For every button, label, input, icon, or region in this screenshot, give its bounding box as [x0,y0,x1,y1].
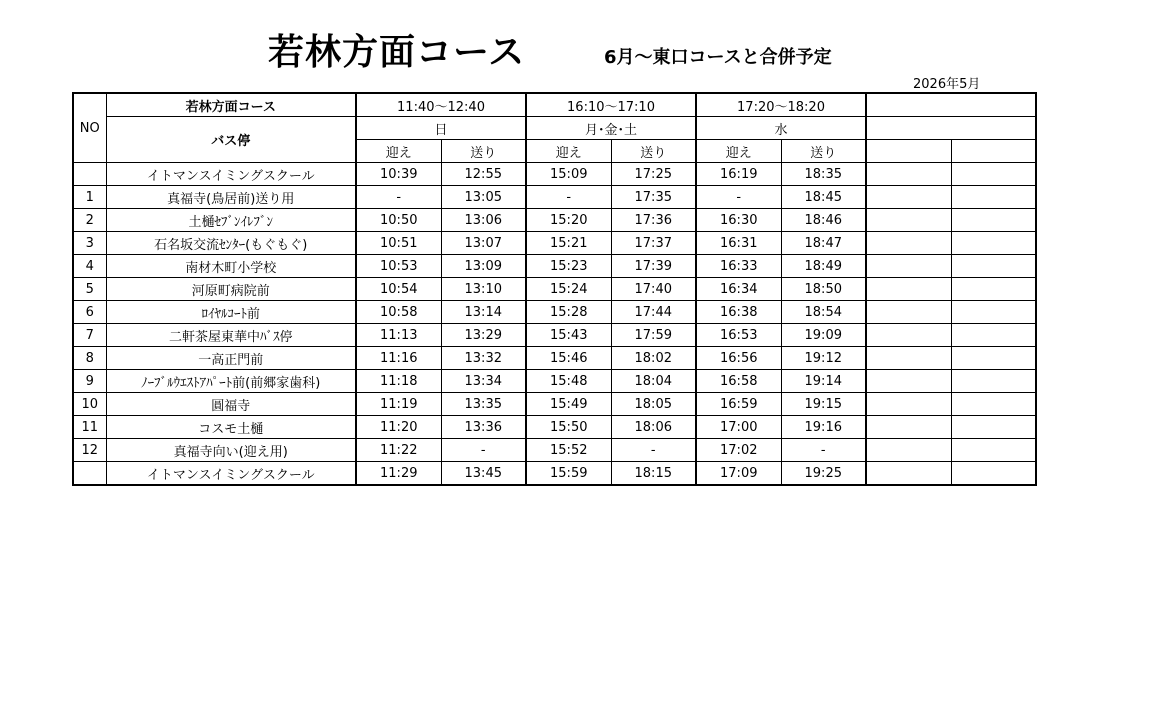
pickup-header: 迎え [356,140,441,163]
empty-cell [951,163,1036,186]
dropoff-time: 17:36 [611,209,696,232]
empty-cell [866,232,951,255]
empty-cell [866,324,951,347]
dropoff-time: 17:25 [611,163,696,186]
pickup-time: 11:19 [356,393,441,416]
pickup-time: 10:39 [356,163,441,186]
dropoff-time: 12:55 [441,163,526,186]
empty-cell [866,93,1036,117]
pickup-time: 17:02 [696,439,781,462]
table-row [73,163,1036,186]
pickup-time: - [356,186,441,209]
dropoff-time: - [781,439,866,462]
table-row [73,370,1036,393]
bus-stop-name: 河原町病院前 [106,278,356,301]
pickup-time: 11:16 [356,347,441,370]
dropoff-time: 19:14 [781,370,866,393]
empty-cell [866,301,951,324]
dropoff-time: 18:46 [781,209,866,232]
empty-cell [951,324,1036,347]
day-header: 水 [696,117,866,140]
empty-cell [951,393,1036,416]
pickup-time: 15:50 [526,416,611,439]
empty-cell [866,347,951,370]
dropoff-time: 13:35 [441,393,526,416]
dropoff-time: 13:05 [441,186,526,209]
pickup-time: 15:20 [526,209,611,232]
empty-cell [951,186,1036,209]
row-number: 4 [73,255,106,278]
bus-stop-name: ﾛｲﾔﾙｺｰﾄ前 [106,301,356,324]
empty-cell [951,301,1036,324]
dropoff-time: 17:40 [611,278,696,301]
pickup-time: 11:13 [356,324,441,347]
course-header: 若林方面コース [106,93,356,117]
empty-cell [951,278,1036,301]
row-number: 9 [73,370,106,393]
empty-cell [866,209,951,232]
pickup-time: 15:21 [526,232,611,255]
dropoff-time: 19:16 [781,416,866,439]
table-row [73,255,1036,278]
header-row-time [73,93,1036,117]
dropoff-time: 13:10 [441,278,526,301]
stop-header: バス停 [106,117,356,163]
dropoff-time: 13:14 [441,301,526,324]
table-row [73,186,1036,209]
dropoff-time: 13:34 [441,370,526,393]
pickup-header: 迎え [696,140,781,163]
dropoff-header: 送り [781,140,866,163]
table-row [73,416,1036,439]
dropoff-time: 18:54 [781,301,866,324]
pickup-time: 11:29 [356,462,441,486]
pickup-header: 迎え [526,140,611,163]
row-number: 3 [73,232,106,255]
pickup-time: 16:59 [696,393,781,416]
empty-cell [951,255,1036,278]
table-row [73,347,1036,370]
pickup-time: 10:54 [356,278,441,301]
time-slot-header: 16:10～17:10 [526,93,696,117]
pickup-time: 15:09 [526,163,611,186]
dropoff-time: 13:45 [441,462,526,486]
pickup-time: 17:09 [696,462,781,486]
row-number: 2 [73,209,106,232]
pickup-time: 15:48 [526,370,611,393]
bus-stop-name: 土樋ｾﾌﾞﾝｲﾚﾌﾞﾝ [106,209,356,232]
dropoff-header: 送り [611,140,696,163]
empty-cell [866,278,951,301]
dropoff-time: 18:49 [781,255,866,278]
pickup-time: 11:20 [356,416,441,439]
pickup-time: 15:59 [526,462,611,486]
row-number: 7 [73,324,106,347]
dropoff-time: 17:44 [611,301,696,324]
pickup-time: 11:18 [356,370,441,393]
pickup-time: - [526,186,611,209]
pickup-time: 16:58 [696,370,781,393]
dropoff-time: 17:35 [611,186,696,209]
row-number: 5 [73,278,106,301]
dropoff-time: 13:29 [441,324,526,347]
pickup-time: 11:22 [356,439,441,462]
dropoff-time: 18:15 [611,462,696,486]
pickup-time: 16:33 [696,255,781,278]
empty-cell [951,209,1036,232]
day-header: 月･金･土 [526,117,696,140]
pickup-time: 15:49 [526,393,611,416]
pickup-time: 16:30 [696,209,781,232]
empty-cell [866,163,951,186]
pickup-time: 16:53 [696,324,781,347]
table-row [73,462,1036,486]
dropoff-time: - [611,439,696,462]
row-number: 8 [73,347,106,370]
bus-stop-name: イトマンスイミングスクール [106,462,356,486]
bus-schedule-table [72,92,1037,486]
pickup-time: 15:23 [526,255,611,278]
row-number [73,163,106,186]
dropoff-time: 18:35 [781,163,866,186]
dropoff-time: 13:32 [441,347,526,370]
empty-cell [866,255,951,278]
bus-stop-name: 南材木町小学校 [106,255,356,278]
pickup-time: 16:31 [696,232,781,255]
dropoff-time: - [441,439,526,462]
dropoff-header: 送り [441,140,526,163]
pickup-time: - [696,186,781,209]
pickup-time: 15:46 [526,347,611,370]
dropoff-time: 18:45 [781,186,866,209]
table-row [73,324,1036,347]
dropoff-time: 17:39 [611,255,696,278]
dropoff-time: 18:47 [781,232,866,255]
dropoff-time: 19:12 [781,347,866,370]
table-row [73,439,1036,462]
empty-cell [866,416,951,439]
empty-cell [866,117,1036,140]
table-row [73,301,1036,324]
pickup-time: 16:19 [696,163,781,186]
empty-cell [866,370,951,393]
table-row [73,232,1036,255]
dropoff-time: 17:59 [611,324,696,347]
header-row-day [73,117,1036,140]
empty-cell [866,186,951,209]
pickup-time: 10:58 [356,301,441,324]
dropoff-time: 13:36 [441,416,526,439]
day-header: 日 [356,117,526,140]
dropoff-time: 13:07 [441,232,526,255]
time-slot-header: 17:20～18:20 [696,93,866,117]
row-number: 1 [73,186,106,209]
row-number: 11 [73,416,106,439]
dropoff-time: 19:15 [781,393,866,416]
pickup-time: 16:56 [696,347,781,370]
dropoff-time: 17:37 [611,232,696,255]
merge-note: 6月～東口コースと合併予定 [604,47,832,68]
dropoff-time: 18:50 [781,278,866,301]
pickup-time: 16:34 [696,278,781,301]
empty-cell [951,370,1036,393]
pickup-time: 10:50 [356,209,441,232]
dropoff-time: 18:06 [611,416,696,439]
dropoff-time: 18:05 [611,393,696,416]
empty-cell [951,140,1036,163]
bus-stop-name: 真福寺向い(迎え用) [106,439,356,462]
dropoff-time: 18:02 [611,347,696,370]
dropoff-time: 13:09 [441,255,526,278]
dropoff-time: 19:09 [781,324,866,347]
bus-stop-name: 一高正門前 [106,347,356,370]
row-number [73,462,106,486]
empty-cell [951,347,1036,370]
no-header: NO [73,93,106,163]
pickup-time: 16:38 [696,301,781,324]
empty-cell [951,232,1036,255]
row-number: 12 [73,439,106,462]
pickup-time: 15:52 [526,439,611,462]
bus-stop-name: 石名坂交流ｾﾝﾀｰ(もぐもぐ) [106,232,356,255]
page-title: 若林方面コース [268,32,526,73]
pickup-time: 10:53 [356,255,441,278]
row-number: 10 [73,393,106,416]
bus-stop-name: 二軒茶屋東華中ﾊﾞｽ停 [106,324,356,347]
table-row [73,393,1036,416]
empty-cell [951,439,1036,462]
empty-cell [866,462,951,486]
bus-stop-name: コスモ土樋 [106,416,356,439]
empty-cell [866,140,951,163]
bus-stop-name: 真福寺(鳥居前)送り用 [106,186,356,209]
schedule-date: 2026年5月 [913,77,981,92]
bus-stop-name: ﾉｰﾌﾞﾙｳｴｽﾄｱﾊﾟｰﾄ前(前郷家歯科) [106,370,356,393]
dropoff-time: 13:06 [441,209,526,232]
table-row [73,278,1036,301]
pickup-time: 17:00 [696,416,781,439]
pickup-time: 15:43 [526,324,611,347]
bus-stop-name: 圓福寺 [106,393,356,416]
table-row [73,209,1036,232]
dropoff-time: 18:04 [611,370,696,393]
pickup-time: 15:24 [526,278,611,301]
pickup-time: 15:28 [526,301,611,324]
empty-cell [866,393,951,416]
bus-stop-name: イトマンスイミングスクール [106,163,356,186]
empty-cell [951,416,1036,439]
pickup-time: 10:51 [356,232,441,255]
empty-cell [866,439,951,462]
dropoff-time: 19:25 [781,462,866,486]
row-number: 6 [73,301,106,324]
time-slot-header: 11:40～12:40 [356,93,526,117]
empty-cell [951,462,1036,486]
